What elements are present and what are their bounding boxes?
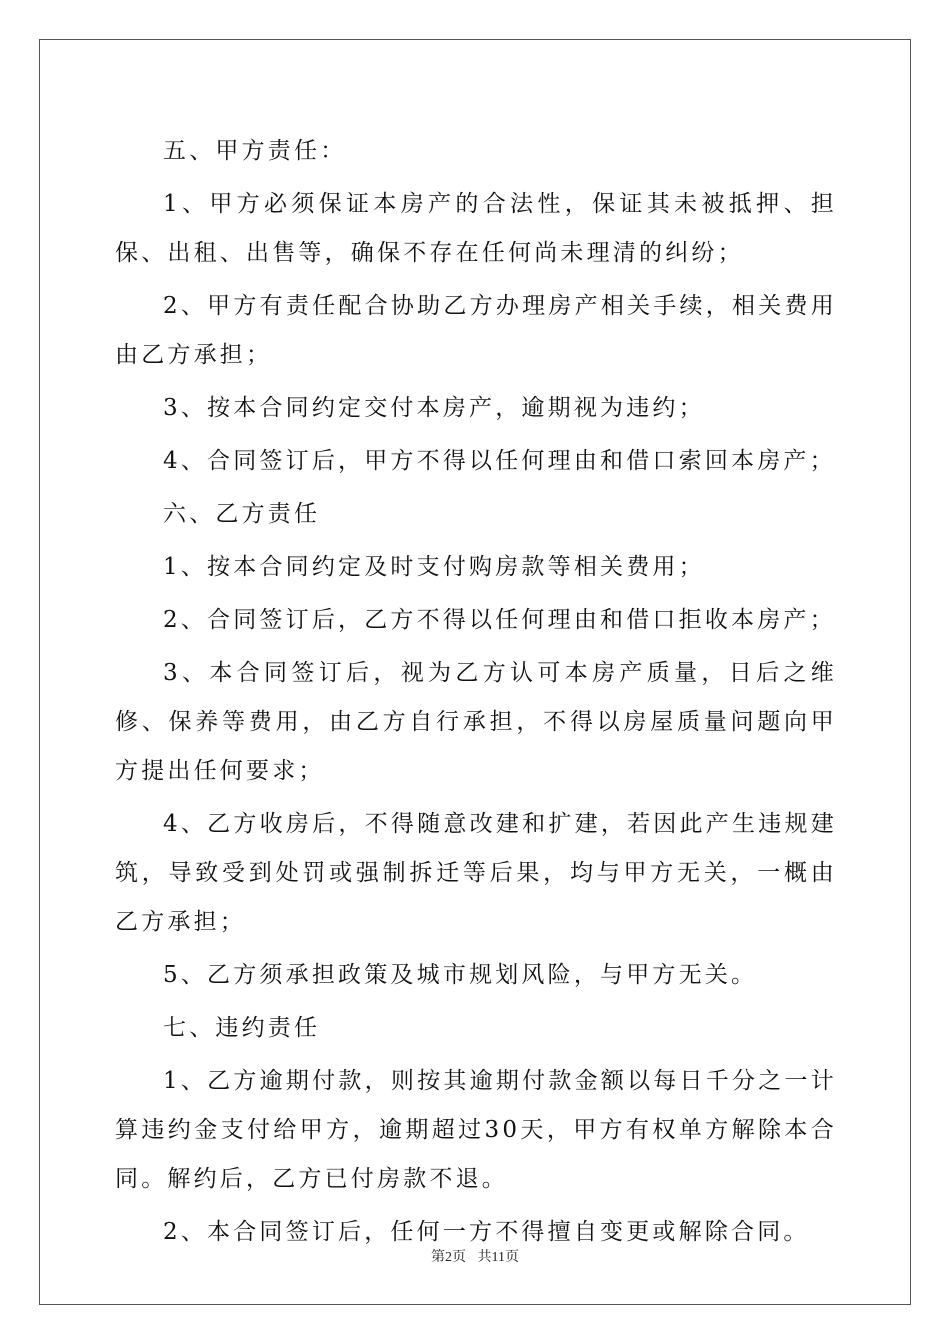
clause-paragraph: 4、乙方收房后，不得随意改建和扩建，若因此产生违规建筑，导致受到处罚或强制拆迁等后果，均与甲方无关，一概由乙方承担；	[115, 811, 837, 935]
section-heading-breach: 七、违约责任	[163, 1015, 321, 1041]
clause-paragraph: 4、合同签订后，甲方不得以任何理由和借口索回本房产；	[163, 448, 836, 474]
section-heading-party-b: 六、乙方责任	[163, 501, 321, 527]
section-heading-party-a: 五、甲方责任：	[163, 138, 347, 164]
clause-paragraph: 3、本合同签订后，视为乙方认可本房产质量，日后之维修、保养等费用，由乙方自行承担，不得以房屋质量问题向甲方提出任何要求；	[115, 660, 837, 784]
clause-paragraph: 2、甲方有责任配合协助乙方办理房产相关手续，相关费用由乙方承担；	[115, 293, 837, 368]
page-number: 第2页	[431, 1250, 466, 1265]
clause-paragraph: 3、按本合同约定交付本房产，逾期视为违约；	[163, 395, 705, 421]
clause-paragraph: 5、乙方须承担政策及城市规划风险，与甲方无关。	[163, 962, 758, 988]
document-body	[115, 127, 837, 1261]
clause-paragraph: 1、按本合同约定及时支付购房款等相关费用；	[163, 554, 705, 580]
clause-paragraph: 1、甲方必须保证本房产的合法性，保证其未被抵押、担保、出租、出售等，确保不存在任何尚未理清的纠纷；	[115, 191, 837, 266]
page-total: 共11页	[477, 1250, 519, 1265]
clause-paragraph: 1、乙方逾期付款，则按其逾期付款金额以每日千分之一计算违约金支付给甲方，逾期超过30天，甲方有权单方解除本合同。解约后，乙方已付房款不退。	[115, 1068, 837, 1192]
page-footer	[0, 1246, 950, 1266]
clause-paragraph: 2、本合同签订后，任何一方不得擅自变更或解除合同。	[163, 1219, 810, 1245]
clause-paragraph: 2、合同签订后，乙方不得以任何理由和借口拒收本房产；	[163, 607, 836, 633]
